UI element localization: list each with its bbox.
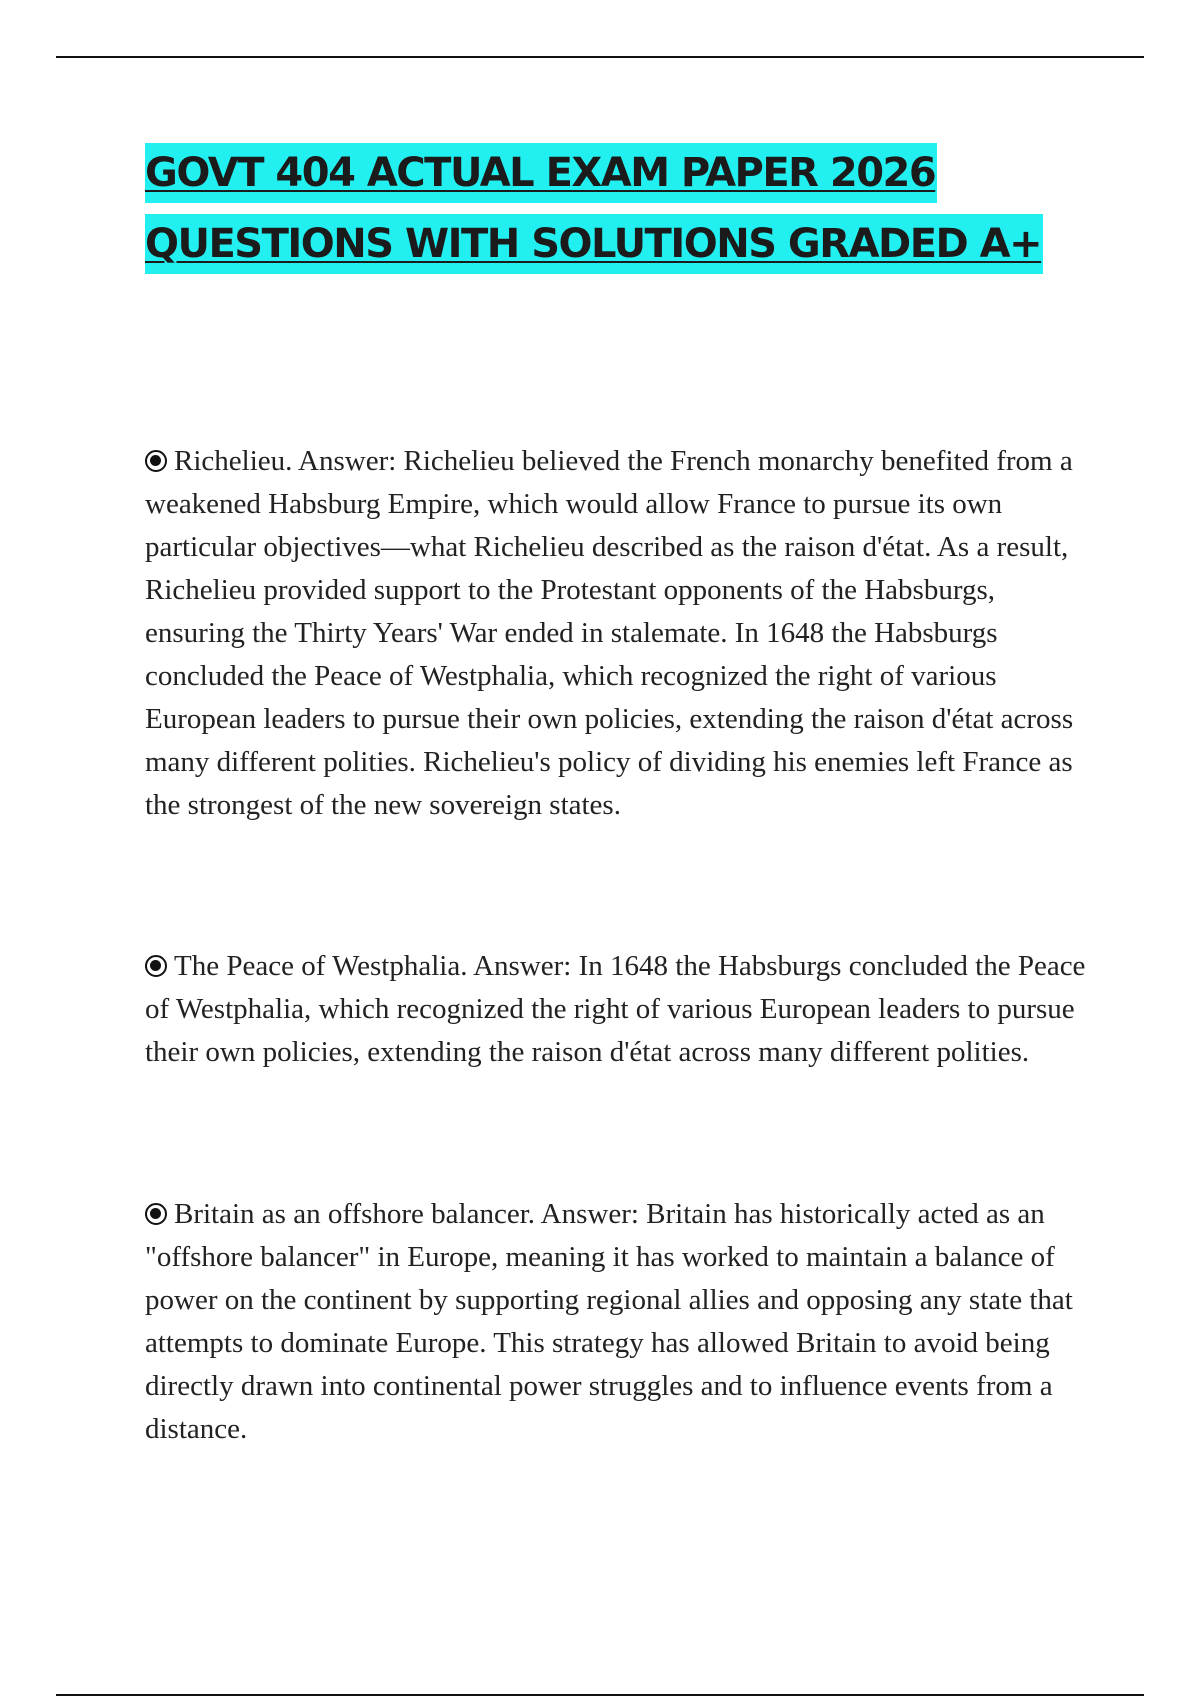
radio-bullet-icon <box>145 1203 167 1225</box>
qa-item-richelieu <box>145 440 1090 827</box>
top-divider <box>56 56 1144 58</box>
qa-item-text: The Peace of Westphalia. Answer: In 1648 the Habsburgs concluded the Peace of Westphalia, which recognized the right of various European leaders to pursue their own policies, extending the raison d'état across many different polities. <box>145 950 1086 1068</box>
radio-bullet-icon <box>145 955 167 977</box>
radio-bullet-icon <box>145 450 167 472</box>
qa-item-peace-of-westphalia <box>145 945 1090 1074</box>
bottom-divider <box>56 1694 1144 1696</box>
document-title <box>145 143 1105 285</box>
title-line-1: GOVT 404 ACTUAL EXAM PAPER 2026 <box>145 143 937 203</box>
qa-item-offshore-balancer <box>145 1193 1090 1451</box>
qa-item-text: Britain as an offshore balancer. Answer: Britain has historically acted as an "offshore balancer" in Europe, meaning it has worked to maintain a balance of power on the continent by supporting regional allies and opposing any state that attempts to dominate Europe. This strategy has allowed Britain to avoid being directly drawn into continental power struggles and to influence events from a distance. <box>145 1198 1073 1445</box>
title-line-2: QUESTIONS WITH SOLUTIONS GRADED A+ <box>145 214 1043 274</box>
qa-item-text: Richelieu. Answer: Richelieu believed the French monarchy benefited from a weakened Habsburg Empire, which would allow France to pursue its own particular objectives—what Richelieu described as the raison d'état. As a result, Richelieu provided support to the Protestant opponents of the Habsburgs, ensuring the Thirty Years' War ended in stalemate. In 1648 the Habsburgs concluded the Peace of Westphalia, which recognized the right of various European leaders to pursue their own policies, extending the raison d'état across many different polities. Richelieu's policy of dividing his enemies left France as the strongest of the new sovereign states. <box>145 445 1074 821</box>
